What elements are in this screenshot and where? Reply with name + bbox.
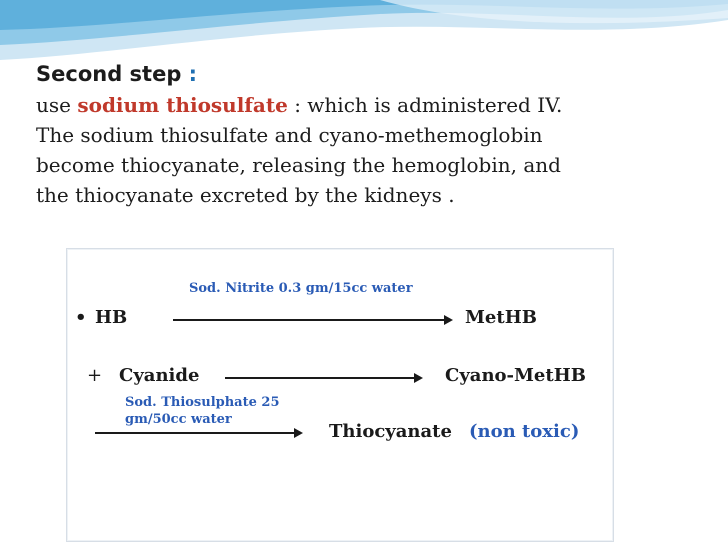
cyano-methb-label: Cyano-MetHB	[445, 365, 586, 386]
non-toxic-label: (non toxic)	[469, 421, 580, 442]
line1-prefix: use	[36, 93, 71, 117]
plus-sign: +	[87, 365, 103, 386]
hb-label: HB	[95, 307, 128, 328]
bullet-glyph: •	[75, 307, 87, 328]
body-line-2: The sodium thiosulfate and cyano-methemoglobin	[36, 123, 543, 147]
heading-line	[36, 58, 696, 90]
body-line-3: become thiocyanate, releasing the hemoglobin, and	[36, 153, 561, 177]
arrow-to-thiocyanate	[95, 432, 301, 434]
body-line-4: the thiocyanate excreted by the kidneys .	[36, 183, 455, 207]
thiocyanate-label: Thiocyanate	[329, 421, 452, 442]
highlight-term: sodium thiosulfate	[77, 93, 288, 117]
nitrite-label: Sod. Nitrite 0.3 gm/15cc water	[189, 281, 413, 296]
arrow-cyanide-to-cyanomethb	[225, 377, 421, 379]
body-line-1	[36, 90, 696, 120]
line1-suffix: : which is administered IV.	[294, 93, 563, 117]
thiosulphate-label-line2: gm/50cc water	[125, 412, 232, 427]
cyanide-label: Cyanide	[119, 365, 200, 386]
slide-body	[36, 58, 696, 210]
heading-colon: :	[188, 62, 198, 86]
reaction-diagram	[66, 248, 614, 542]
arrow-hb-to-methb	[173, 319, 451, 321]
heading-text: Second step	[36, 62, 182, 86]
thiosulphate-label-line1: Sod. Thiosulphate 25	[125, 395, 280, 410]
methb-label: MetHB	[465, 307, 537, 328]
